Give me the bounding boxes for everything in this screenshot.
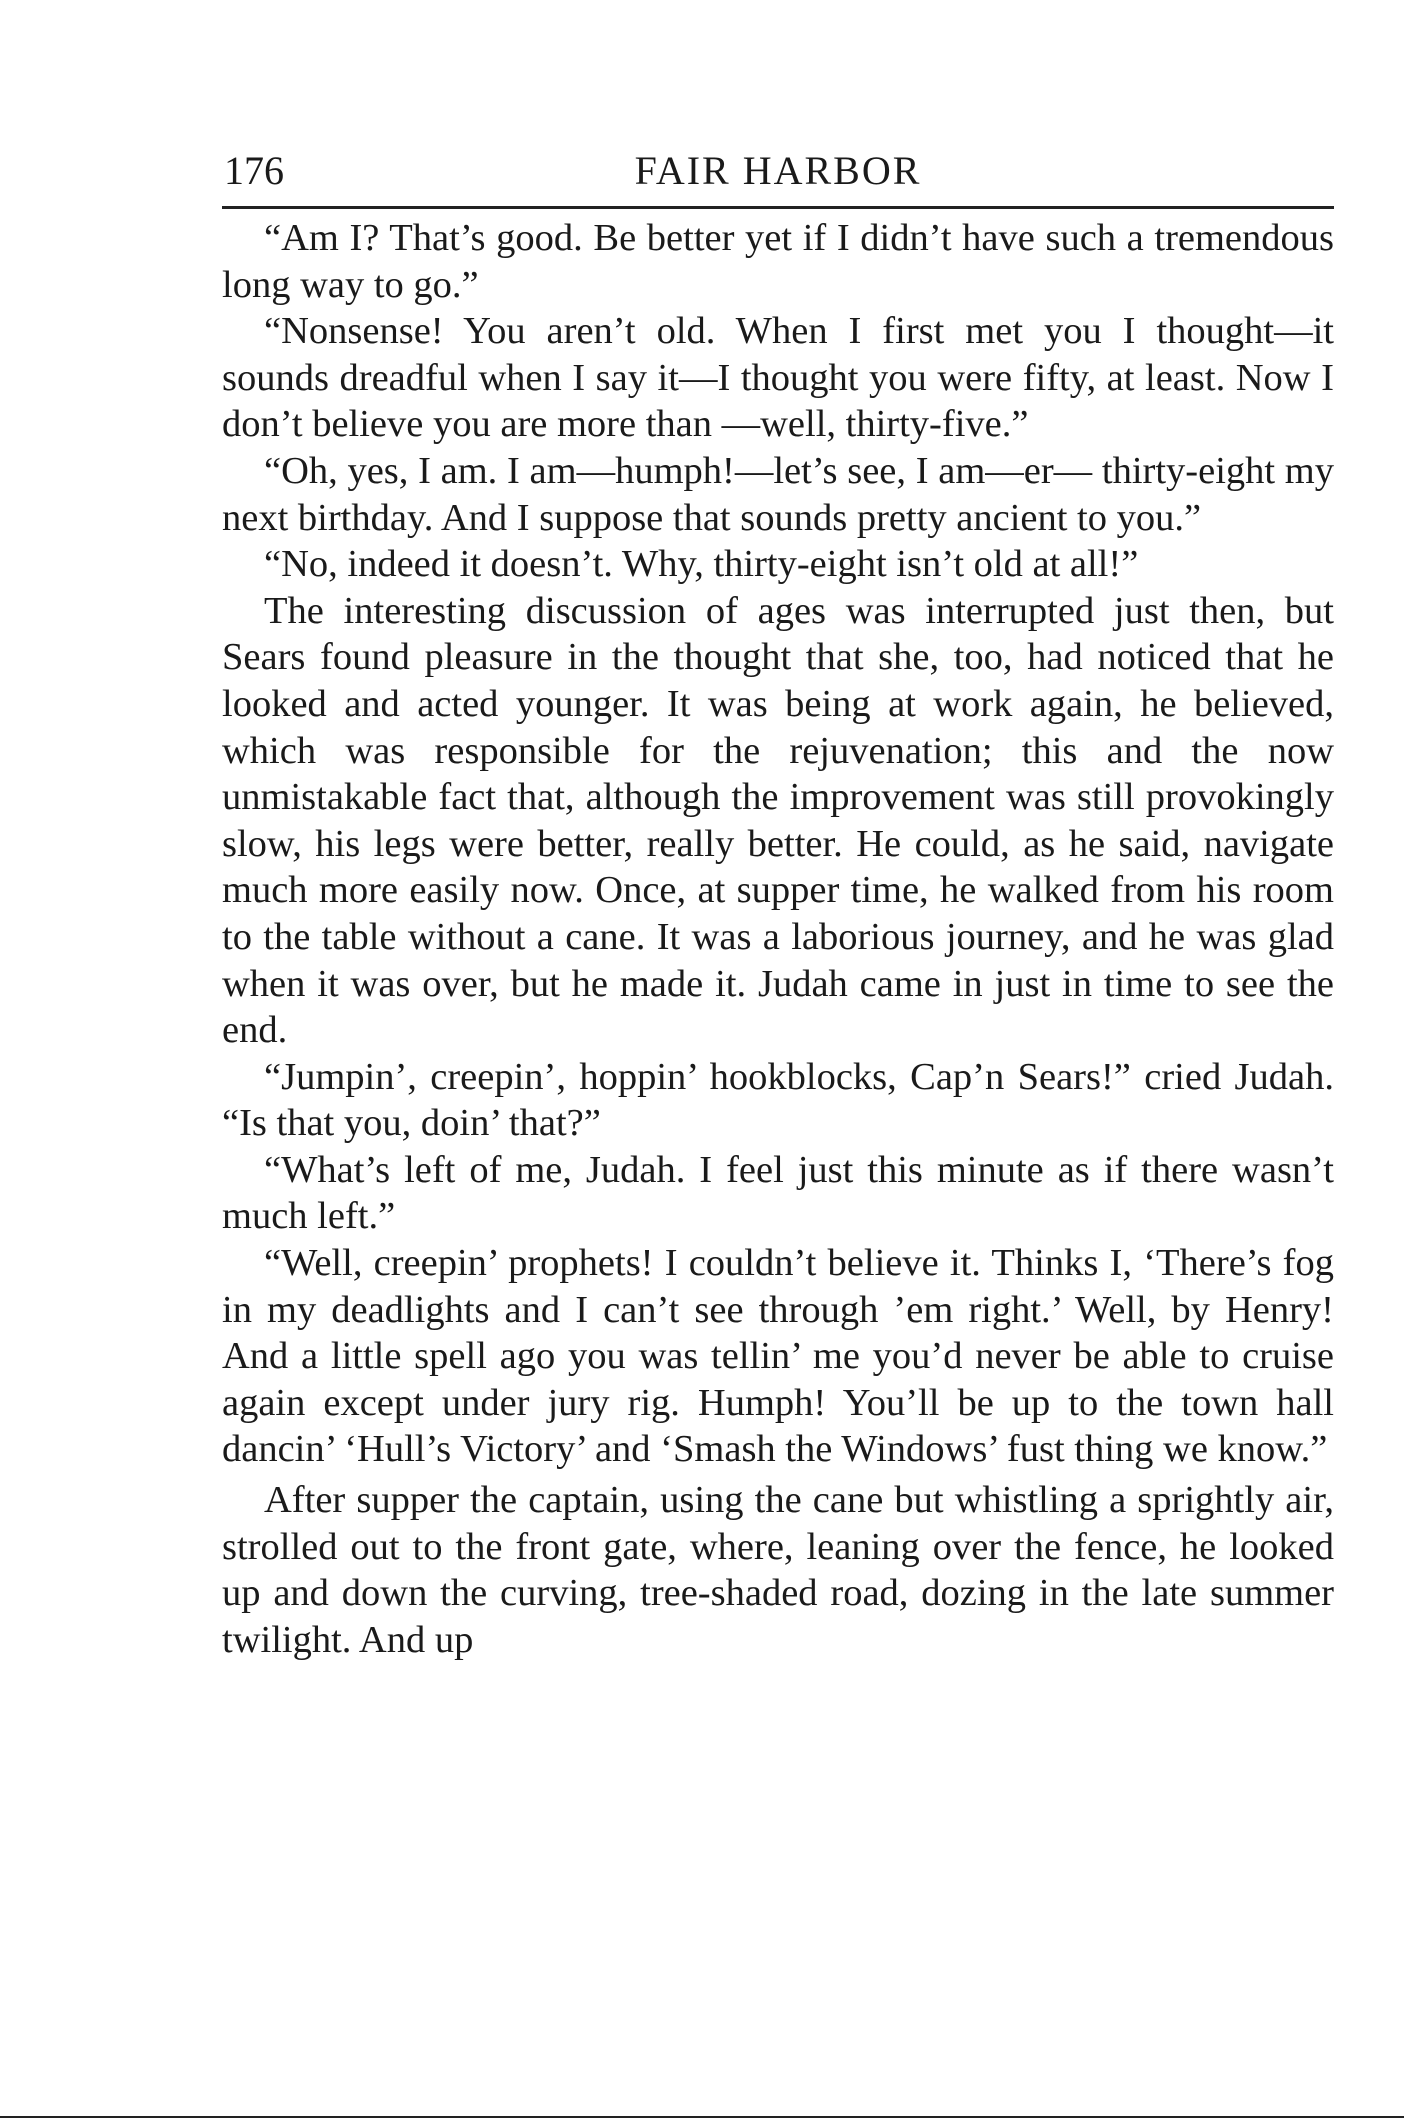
page-bottom-rule: [0, 2116, 1404, 2118]
paragraph: “Oh, yes, I am. I am—humph!—let’s see, I am—er— thirty-eight my next birthday. And I suppose that sounds pretty ancient to you.”: [222, 449, 1334, 539]
paragraph: “No, indeed it doesn’t. Why, thirty-eight isn’t old at all!”: [264, 543, 1139, 586]
running-head: [222, 140, 1334, 202]
body-text: [222, 215, 1334, 1663]
paragraph: The interesting discussion of ages was interrupted just then, but Sears found pleasure in the thought that she, too, had noticed that he looked and acted younger. It was being at work again, he believed, which was responsible for the rejuvenation; this and the now unmistakable fact that, although the improvement was still provokingly slow, his legs were better, really better. He could, as he said, navigate much more easily now. Once, at supper time, he walked from his room to the table without a cane. It was a laborious journey, and he was glad when it was over, but he made it. Judah came in just in time to see the end.: [222, 589, 1334, 1052]
header-rule: [222, 206, 1334, 209]
paragraph: After supper the captain, using the cane but whistling a sprightly air, strolled out to the front gate, where, leaning over the fence, he looked up and down the curving, tree-shaded road, dozing in the late summer twilight. And up: [222, 1479, 1334, 1661]
paragraph: “Jumpin’, creepin’, hoppin’ hookblocks, Cap’n Sears!” cried Judah. “Is that you, doin’ that?”: [222, 1055, 1334, 1145]
paragraph: “What’s left of me, Judah. I feel just this minute as if there wasn’t much left.”: [222, 1148, 1334, 1238]
paragraph: “Am I? That’s good. Be better yet if I didn’t have such a tremendous long way to go.”: [222, 217, 1334, 306]
book-page: [222, 140, 1334, 1663]
running-title: FAIR HARBOR: [634, 148, 922, 193]
paragraph: “Well, creepin’ prophets! I couldn’t believe it. Thinks I, ‘There’s fog in my deadlights and I can’t see through ’em right.’ Well, by Henry! And a little spell ago you was tellin’ me you’d never be able to cruise again except under jury rig. Humph! You’ll be up to the town hall dancin’ ‘Hull’s Victory’ and ‘Smash the Windows’ fust thing we know.”: [222, 1242, 1334, 1471]
page-number: 176: [224, 148, 284, 193]
paragraph: “Nonsense! You aren’t old. When I first met you I thought—it sounds dreadful when I say it—I thought you were fifty, at least. Now I don’t believe you are more than —well, thirty-five.”: [222, 310, 1334, 446]
